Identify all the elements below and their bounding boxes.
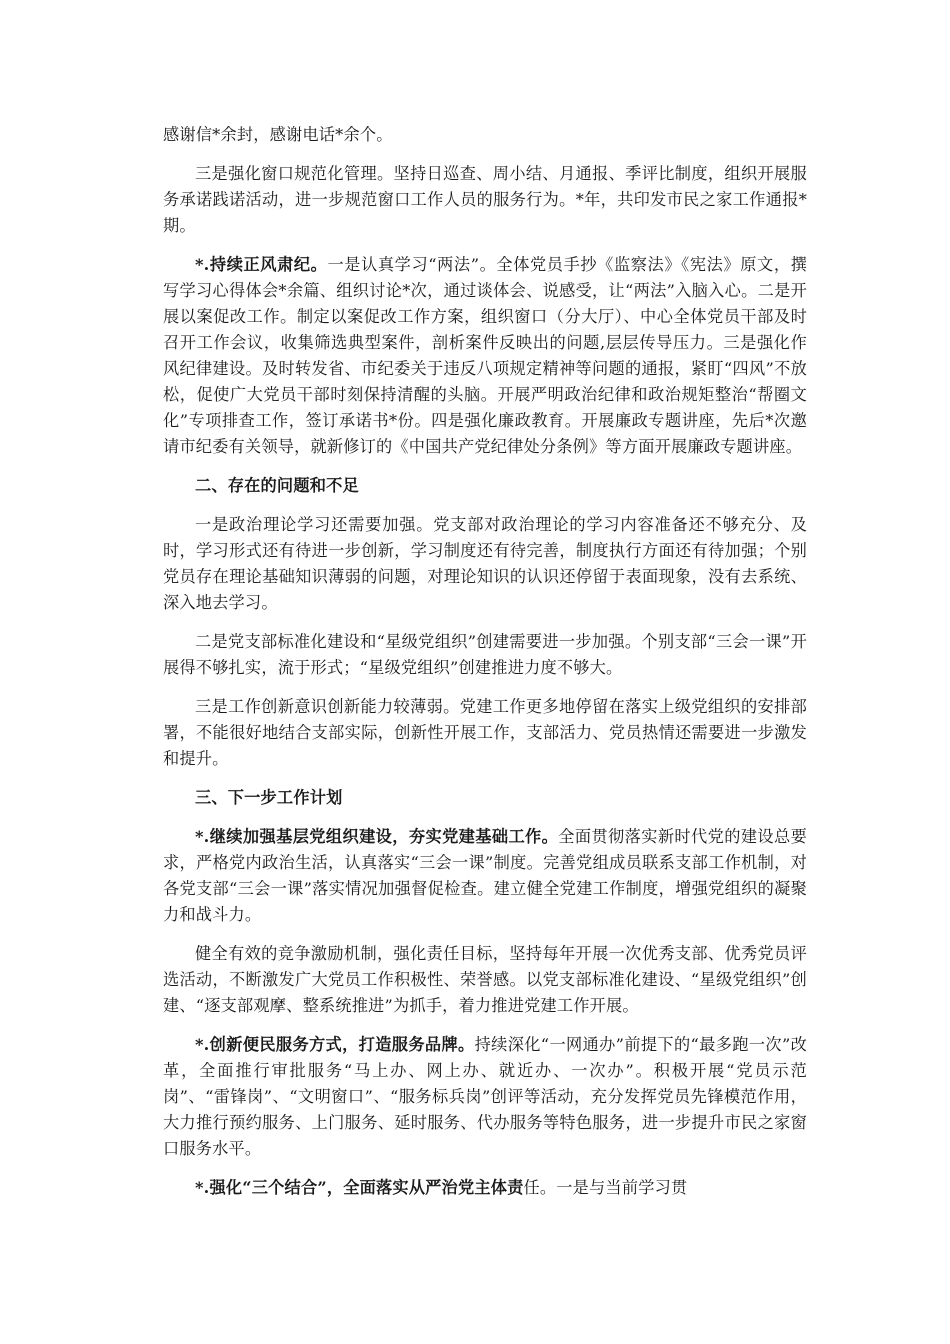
paragraph-text: 二是党支部标准化建设和“星级党组织”创建需要进一步加强。个别支部“三会一课”开展得不够扎实，流于形式；“星级党组织”创建推进力度不够大。: [163, 632, 807, 677]
paragraph-text: 感谢信*余封，感谢电话*余个。: [163, 125, 393, 144]
section-heading: [163, 473, 807, 499]
paragraph-text: 健全有效的竞争激励机制，强化责任目标，坚持每年开展一次优秀支部、优秀党员评选活动，不断激发广大党员工作积极性、荣誉感。以党支部标准化建设、“星级党组织”创建、“逐支部观摩、整系统推进”为抓手，着力推进党建工作开展。: [163, 944, 807, 1015]
paragraph: [163, 694, 807, 772]
paragraph-lead: *.创新便民服务方式，打造服务品牌。: [195, 1035, 475, 1054]
paragraph-text: 持续深化“一网通办”前提下的“最多跑一次”改革，全面推行审批服务“马上办、网上办、就近办、一次办”。积极开展“党员示范岗”、“雷锋岗”、“文明窗口”、“服务标兵岗”创评等活动，充分发挥党员先锋模范作用，大力推行预约服务、上门服务、延时服务、代办服务等特色服务，进一步提升市民之家窗口服务水平。: [163, 1035, 807, 1158]
section-heading: [163, 785, 807, 811]
paragraph: [163, 1032, 807, 1162]
paragraph: [163, 512, 807, 616]
paragraph: [163, 629, 807, 681]
paragraph-text: 任。一是与当前学习贯: [523, 1178, 688, 1197]
paragraph-lead: *.强化“三个结合”，全面落实从严治党主体责: [195, 1178, 524, 1197]
heading-text: 二、存在的问题和不足: [195, 476, 359, 495]
paragraph: [163, 161, 807, 239]
heading-text: 三、下一步工作计划: [195, 788, 343, 807]
document-body: [163, 122, 807, 1214]
paragraph: [163, 1175, 807, 1201]
paragraph: [163, 252, 807, 460]
paragraph-text: 一是认真学习“两法”。全体党员手抄《监察法》《宪法》原文，撰写学习心得体会*余篇、组织讨论*次，通过谈体会、说感受，让“两法”入脑入心。二是开展以案促改工作。制定以案促改工作方案，组织窗口（分大厅）、中心全体党员干部及时召开工作会议，收集筛选典型案件，剖析案件反映出的问题,层层传导压力。三是强化作风纪律建设。及时转发省、市纪委关于违反八项规定精神等问题的通报，紧盯“四风”不放松，促使广大党员干部时刻保持清醒的头脑。开展严明政治纪律和政治规矩整治“帮圈文化”专项排查工作，签订承诺书*份。四是强化廉政教育。开展廉政专题讲座，先后*次邀请市纪委有关领导，就新修订的《中国共产党纪律处分条例》等方面开展廉政专题讲座。: [163, 255, 808, 456]
paragraph-text: 三是强化窗口规范化管理。坚持日巡查、周小结、月通报、季评比制度，组织开展服务承诺践诺活动，进一步规范窗口工作人员的服务行为。*年，共印发市民之家工作通报*期。: [163, 164, 807, 235]
paragraph-text: 三是工作创新意识创新能力较薄弱。党建工作更多地停留在落实上级党组织的安排部署，不能很好地结合支部实际，创新性开展工作，支部活力、党员热情还需要进一步激发和提升。: [163, 697, 807, 768]
paragraph: [163, 824, 807, 928]
paragraph-text: 全面贯彻落实新时代党的建设总要求，严格党内政治生活，认真落实“三会一课”制度。完善党组成员联系支部工作机制，对各党支部“三会一课”落实情况加强督促检查。建立健全党建工作制度，增强党组织的凝聚力和战斗力。: [163, 827, 807, 924]
paragraph: [163, 122, 807, 148]
paragraph-lead: *.继续加强基层党组织建设，夯实党建基础工作。: [195, 827, 559, 846]
paragraph-text: 一是政治理论学习还需要加强。党支部对政治理论的学习内容准备还不够充分、及时，学习形式还有待进一步创新，学习制度还有待完善，制度执行方面还有待加强；个别党员存在理论基础知识薄弱的问题，对理论知识的认识还停留于表面现象，没有去系统、深入地去学习。: [163, 515, 807, 612]
paragraph-lead: *.持续正风肃纪。: [195, 255, 328, 274]
paragraph: [163, 941, 807, 1019]
